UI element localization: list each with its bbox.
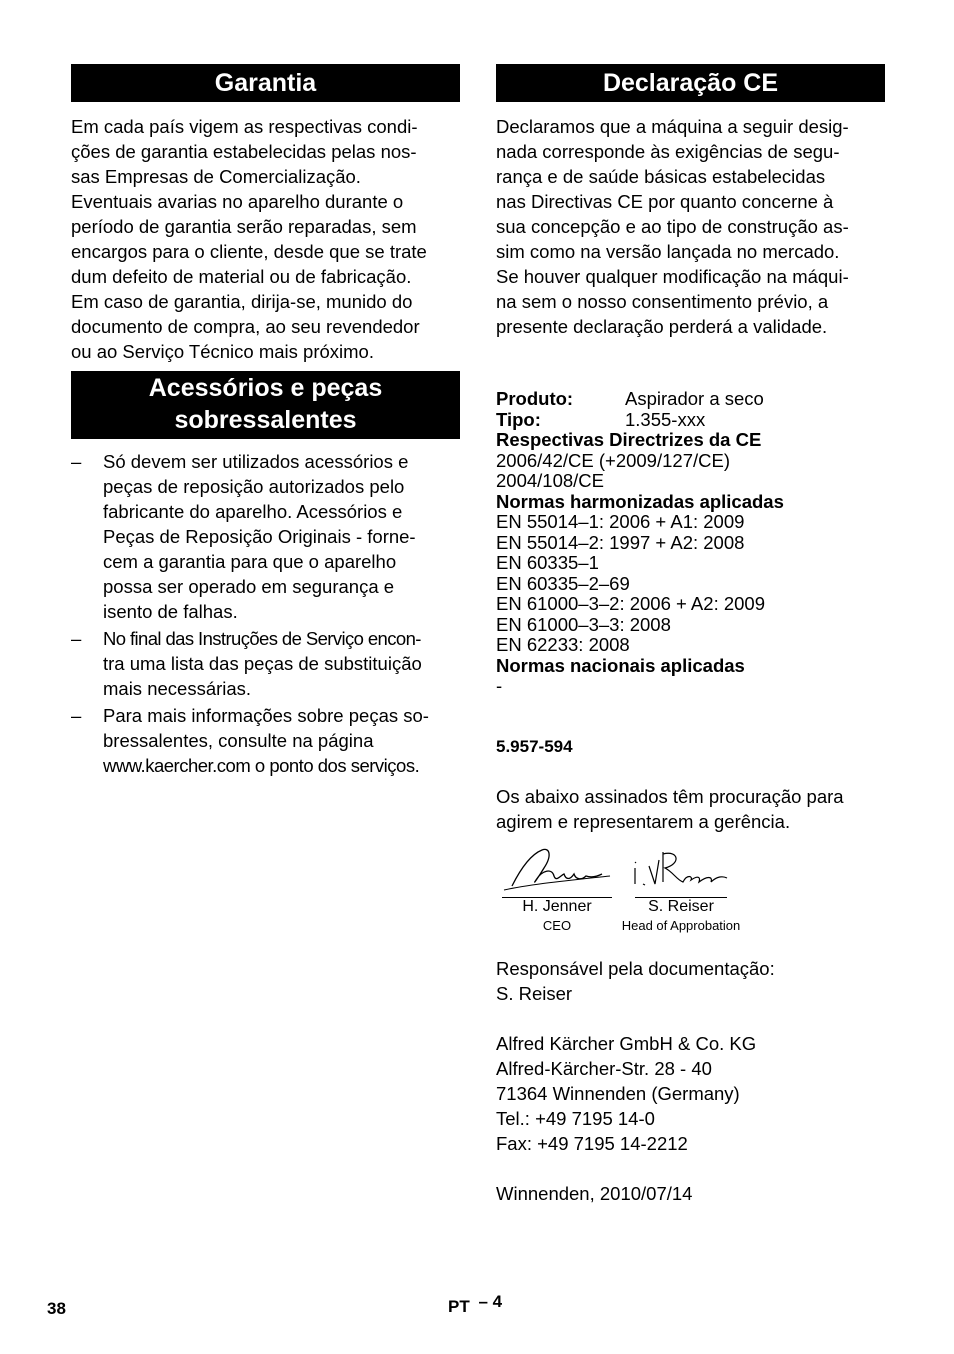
declaration-line: sua concepção e ao tipo de construção as- [496, 216, 849, 237]
product-label: Produto: [496, 388, 574, 409]
signed-line: agirem e representarem a gerência. [496, 810, 791, 832]
list-item-line: possa ser operado em segurança e [103, 576, 395, 597]
national-value: - [496, 675, 503, 696]
warranty-line: período de garantia serão reparadas, sem [71, 216, 417, 237]
signature-reiser [621, 846, 741, 934]
harmonized-label: Normas harmonizadas aplicadas [496, 490, 784, 512]
address-line: Tel.: +49 7195 14-0 [496, 1107, 655, 1129]
right-column [496, 64, 885, 1206]
list-item-line: Para mais informações sobre peças so- [103, 705, 429, 726]
warranty-line: Em caso de garantia, dirija-se, munido do [71, 291, 413, 312]
directive-item: 2004/108/CE [496, 470, 605, 491]
standard-item: EN 55014–1: 2006 + A1: 2009 [496, 511, 745, 532]
warranty-heading: Garantia [71, 64, 460, 102]
product-row [496, 389, 885, 410]
responsible-line: S. Reiser [496, 982, 573, 1004]
standard-item: EN 60335–1 [496, 552, 599, 573]
bullet-dash: – [71, 705, 82, 726]
declaration-line: nas Directivas CE por quanto concerne à [496, 191, 834, 212]
declaration-line: Declaramos que a máquina a seguir desig- [496, 116, 849, 137]
list-item [71, 449, 460, 624]
type-row [496, 410, 885, 431]
bullet-dash: – [71, 451, 82, 472]
warranty-line: dum defeito de material ou de fabricação. [71, 266, 412, 287]
standard-item: EN 61000–3–3: 2008 [496, 613, 671, 635]
signer-role: CEO [542, 917, 572, 933]
list-item-line: bressalentes, consulte na página [103, 730, 374, 751]
document-number: 5.957-594 [496, 736, 573, 756]
language-page-number: – 4 [478, 1292, 503, 1311]
declaration-line: presente declaração perderá a validade. [496, 316, 828, 337]
standard-item: EN 55014–2: 1997 + A2: 2008 [496, 531, 745, 553]
declaration-line: na sem o nosso consentimento prévio, a [496, 291, 829, 312]
warranty-line: sas Empresas de Comercialização. [71, 166, 361, 187]
standard-item: EN 61000–3–2: 2006 + A2: 2009 [496, 593, 765, 614]
declaration-text [496, 114, 885, 339]
accessories-heading-line: sobressalentes [174, 406, 357, 434]
list-item-line: Peças de Reposição Originais - forne- [103, 526, 416, 547]
list-item-line: peças de reposição autorizados pelo [103, 476, 405, 497]
type-label: Tipo: [496, 408, 541, 430]
list-item-line: fabricante do aparelho. Acessórios e [103, 501, 403, 522]
list-item [71, 626, 460, 701]
signer-name: S. Reiser [648, 897, 714, 915]
address-line: Fax: +49 7195 14-2212 [496, 1132, 688, 1154]
address-block [496, 1031, 885, 1156]
standard-item: EN 62233: 2008 [496, 634, 630, 655]
list-item-line: tra uma lista das peças de substituição [103, 653, 422, 674]
warranty-line: ou ao Serviço Técnico mais próximo. [71, 341, 374, 362]
declaration-line: sim como na versão lançada no mercado. [496, 241, 840, 262]
left-column [71, 64, 460, 780]
signer-role: Head of Approbation [621, 917, 741, 933]
bullet-dash: – [71, 628, 82, 649]
address-line: Alfred-Kärcher-Str. 28 - 40 [496, 1057, 712, 1079]
warranty-line: ções de garantia estabelecidas pelas nos- [71, 141, 417, 162]
signature-area [496, 846, 885, 934]
list-item-line: Só devem ser utilizados acessórios e [103, 451, 409, 472]
product-spec-block [496, 389, 885, 697]
warranty-line: Em cada país vigem as respectivas condi- [71, 116, 418, 137]
accessories-heading-line: Acessórios e peças [148, 374, 383, 402]
declaration-line: Se houver qualquer modificação na máqui- [496, 266, 849, 287]
declaration-heading: Declaração CE [496, 64, 885, 102]
warranty-line: documento de compra, ao seu revendedor [71, 316, 420, 337]
list-item-line: isento de falhas. [103, 601, 238, 622]
signer-name: H. Jenner [522, 897, 592, 915]
list-item [71, 703, 460, 778]
declaration-line: nada corresponde às exigências de segu- [496, 141, 840, 162]
list-item-line: No final das Instruções de Serviço encon- [103, 628, 421, 649]
page-number: 38 [47, 1299, 66, 1318]
handwritten-signature-icon [621, 846, 741, 892]
product-value: Aspirador a seco [625, 388, 764, 409]
national-label: Normas nacionais aplicadas [496, 654, 745, 676]
accessories-list [71, 449, 460, 778]
type-value: 1.355-xxx [625, 408, 706, 430]
list-item-line: mais necessárias. [103, 678, 252, 699]
signature-jenner [502, 846, 612, 934]
address-line: 71364 Winnenden (Germany) [496, 1082, 740, 1104]
warranty-line: Eventuais avarias no aparelho durante o [71, 191, 404, 212]
warranty-text [71, 114, 460, 364]
signed-statement [496, 784, 885, 834]
website-link: www.kaercher.com o ponto dos serviços. [103, 755, 420, 776]
responsible-line: Responsável pela documentação: [496, 957, 775, 979]
declaration-line: rança e de saúde básicas estabelecidas [496, 166, 826, 187]
accessories-heading [71, 371, 460, 439]
place-date: Winnenden, 2010/07/14 [496, 1182, 693, 1204]
warranty-line: encargos para o cliente, desde que se trate [71, 241, 427, 262]
list-item-line: cem a garantia para que o aparelho [103, 551, 397, 572]
handwritten-signature-icon [502, 846, 612, 892]
standard-item: EN 60335–2–69 [496, 572, 630, 594]
language-code: PT [448, 1297, 470, 1316]
directive-item: 2006/42/CE (+2009/127/CE) [496, 449, 730, 471]
responsible-block [496, 956, 885, 1006]
address-line: Alfred Kärcher GmbH & Co. KG [496, 1032, 757, 1054]
language-page-marker [448, 1292, 503, 1317]
signed-line: Os abaixo assinados têm procuração para [496, 785, 844, 807]
directives-label: Respectivas Directrizes da CE [496, 429, 762, 450]
